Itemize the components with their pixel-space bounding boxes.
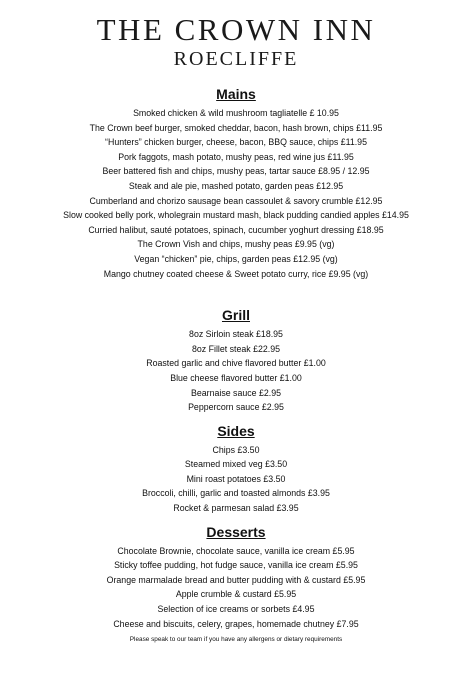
- menu-item: Blue cheese flavored butter £1.00: [170, 372, 302, 383]
- menu-item: Steamed mixed veg £3.50: [184, 459, 288, 470]
- menu-item: Cheese and biscuits, celery, grapes, homemade chutney £7.95: [113, 618, 359, 629]
- menu-item: Vegan “chicken” pie, chips, garden peas £12.95 (vg): [134, 253, 338, 264]
- restaurant-name: THE CROWN INN: [96, 12, 376, 47]
- restaurant-location: ROECLIFFE: [173, 48, 299, 70]
- menu-item: The Crown beef burger, smoked cheddar, bacon, hash brown, chips £11.95: [89, 122, 383, 133]
- menu-item: 8oz Sirloin steak £18.95: [189, 329, 283, 340]
- menu-item: Sticky toffee pudding, hot fudge sauce, vanilla ice cream £5.95: [114, 560, 358, 571]
- menu-item: Slow cooked belly pork, wholegrain mustard mash, black pudding candied apples £14.95: [63, 210, 409, 221]
- menu-header: [0, 0, 472, 70]
- menu-item: Mini roast potatoes £3.50: [186, 473, 286, 484]
- menu-item: Apple crumble & custard £5.95: [175, 589, 297, 600]
- menu-item: Cumberland and chorizo sausage bean cassoulet & savory crumble £12.95: [89, 195, 383, 206]
- sides-section: [0, 423, 472, 516]
- menu-item: Orange marmalade bread and butter pudding with & custard £5.95: [106, 574, 366, 585]
- menu-item: Chocolate Brownie, chocolate sauce, vanilla ice cream £5.95: [117, 545, 355, 556]
- grill-list: [0, 327, 472, 415]
- menu-item: Selection of ice creams or sorbets £4.95: [157, 604, 315, 615]
- menu-item: Pork faggots, mash potato, mushy peas, red wine jus £11.95: [118, 151, 354, 162]
- menu-item: Beer battered fish and chips, mushy peas, tartar sauce £8.95 / 12.95: [102, 166, 370, 177]
- grill-title: Grill: [221, 307, 250, 324]
- allergen-note: Please speak to our team if you have any allergens or dietary requirements: [129, 636, 343, 644]
- grill-section: [0, 307, 472, 415]
- menu-item: Broccoli, chilli, garlic and toasted almonds £3.95: [142, 488, 330, 499]
- menu-item: Steak and ale pie, mashed potato, garden peas £12.95: [128, 180, 344, 191]
- mains-title: Mains: [216, 86, 256, 102]
- menu-item: Smoked chicken & wild mushroom tagliatelle £ 10.95: [133, 108, 339, 118]
- menu-item: Mango chutney coated cheese & Sweet potato curry, rice £9.95 (vg): [103, 268, 369, 279]
- menu-item: Bearnaise sauce £2.95: [191, 387, 281, 398]
- menu-item: Roasted garlic and chive flavored butter £1.00: [146, 358, 326, 369]
- menu-item: Peppercorn sauce £2.95: [188, 402, 284, 413]
- menu-item: The Crown Vish and chips, mushy peas £9.95 (vg): [137, 239, 335, 250]
- menu-item: Chips £3.50: [212, 444, 260, 455]
- menu-item: “Hunters” chicken burger, cheese, bacon, BBQ sauce, chips £11.95: [105, 137, 367, 148]
- mains-section: [0, 86, 472, 281]
- desserts-list: [0, 544, 472, 632]
- desserts-section: [0, 524, 472, 632]
- menu-item: Curried halibut, sauté potatoes, spinach, cucumber yoghurt dressing £18.95: [88, 224, 384, 235]
- mains-list: [0, 106, 472, 281]
- menu-item: 8oz Fillet steak £22.95: [191, 343, 281, 354]
- sides-title: Sides: [217, 422, 255, 439]
- desserts-title: Desserts: [206, 523, 266, 540]
- menu-item: Rocket & parmesan salad £3.95: [173, 503, 299, 514]
- sides-list: [0, 443, 472, 516]
